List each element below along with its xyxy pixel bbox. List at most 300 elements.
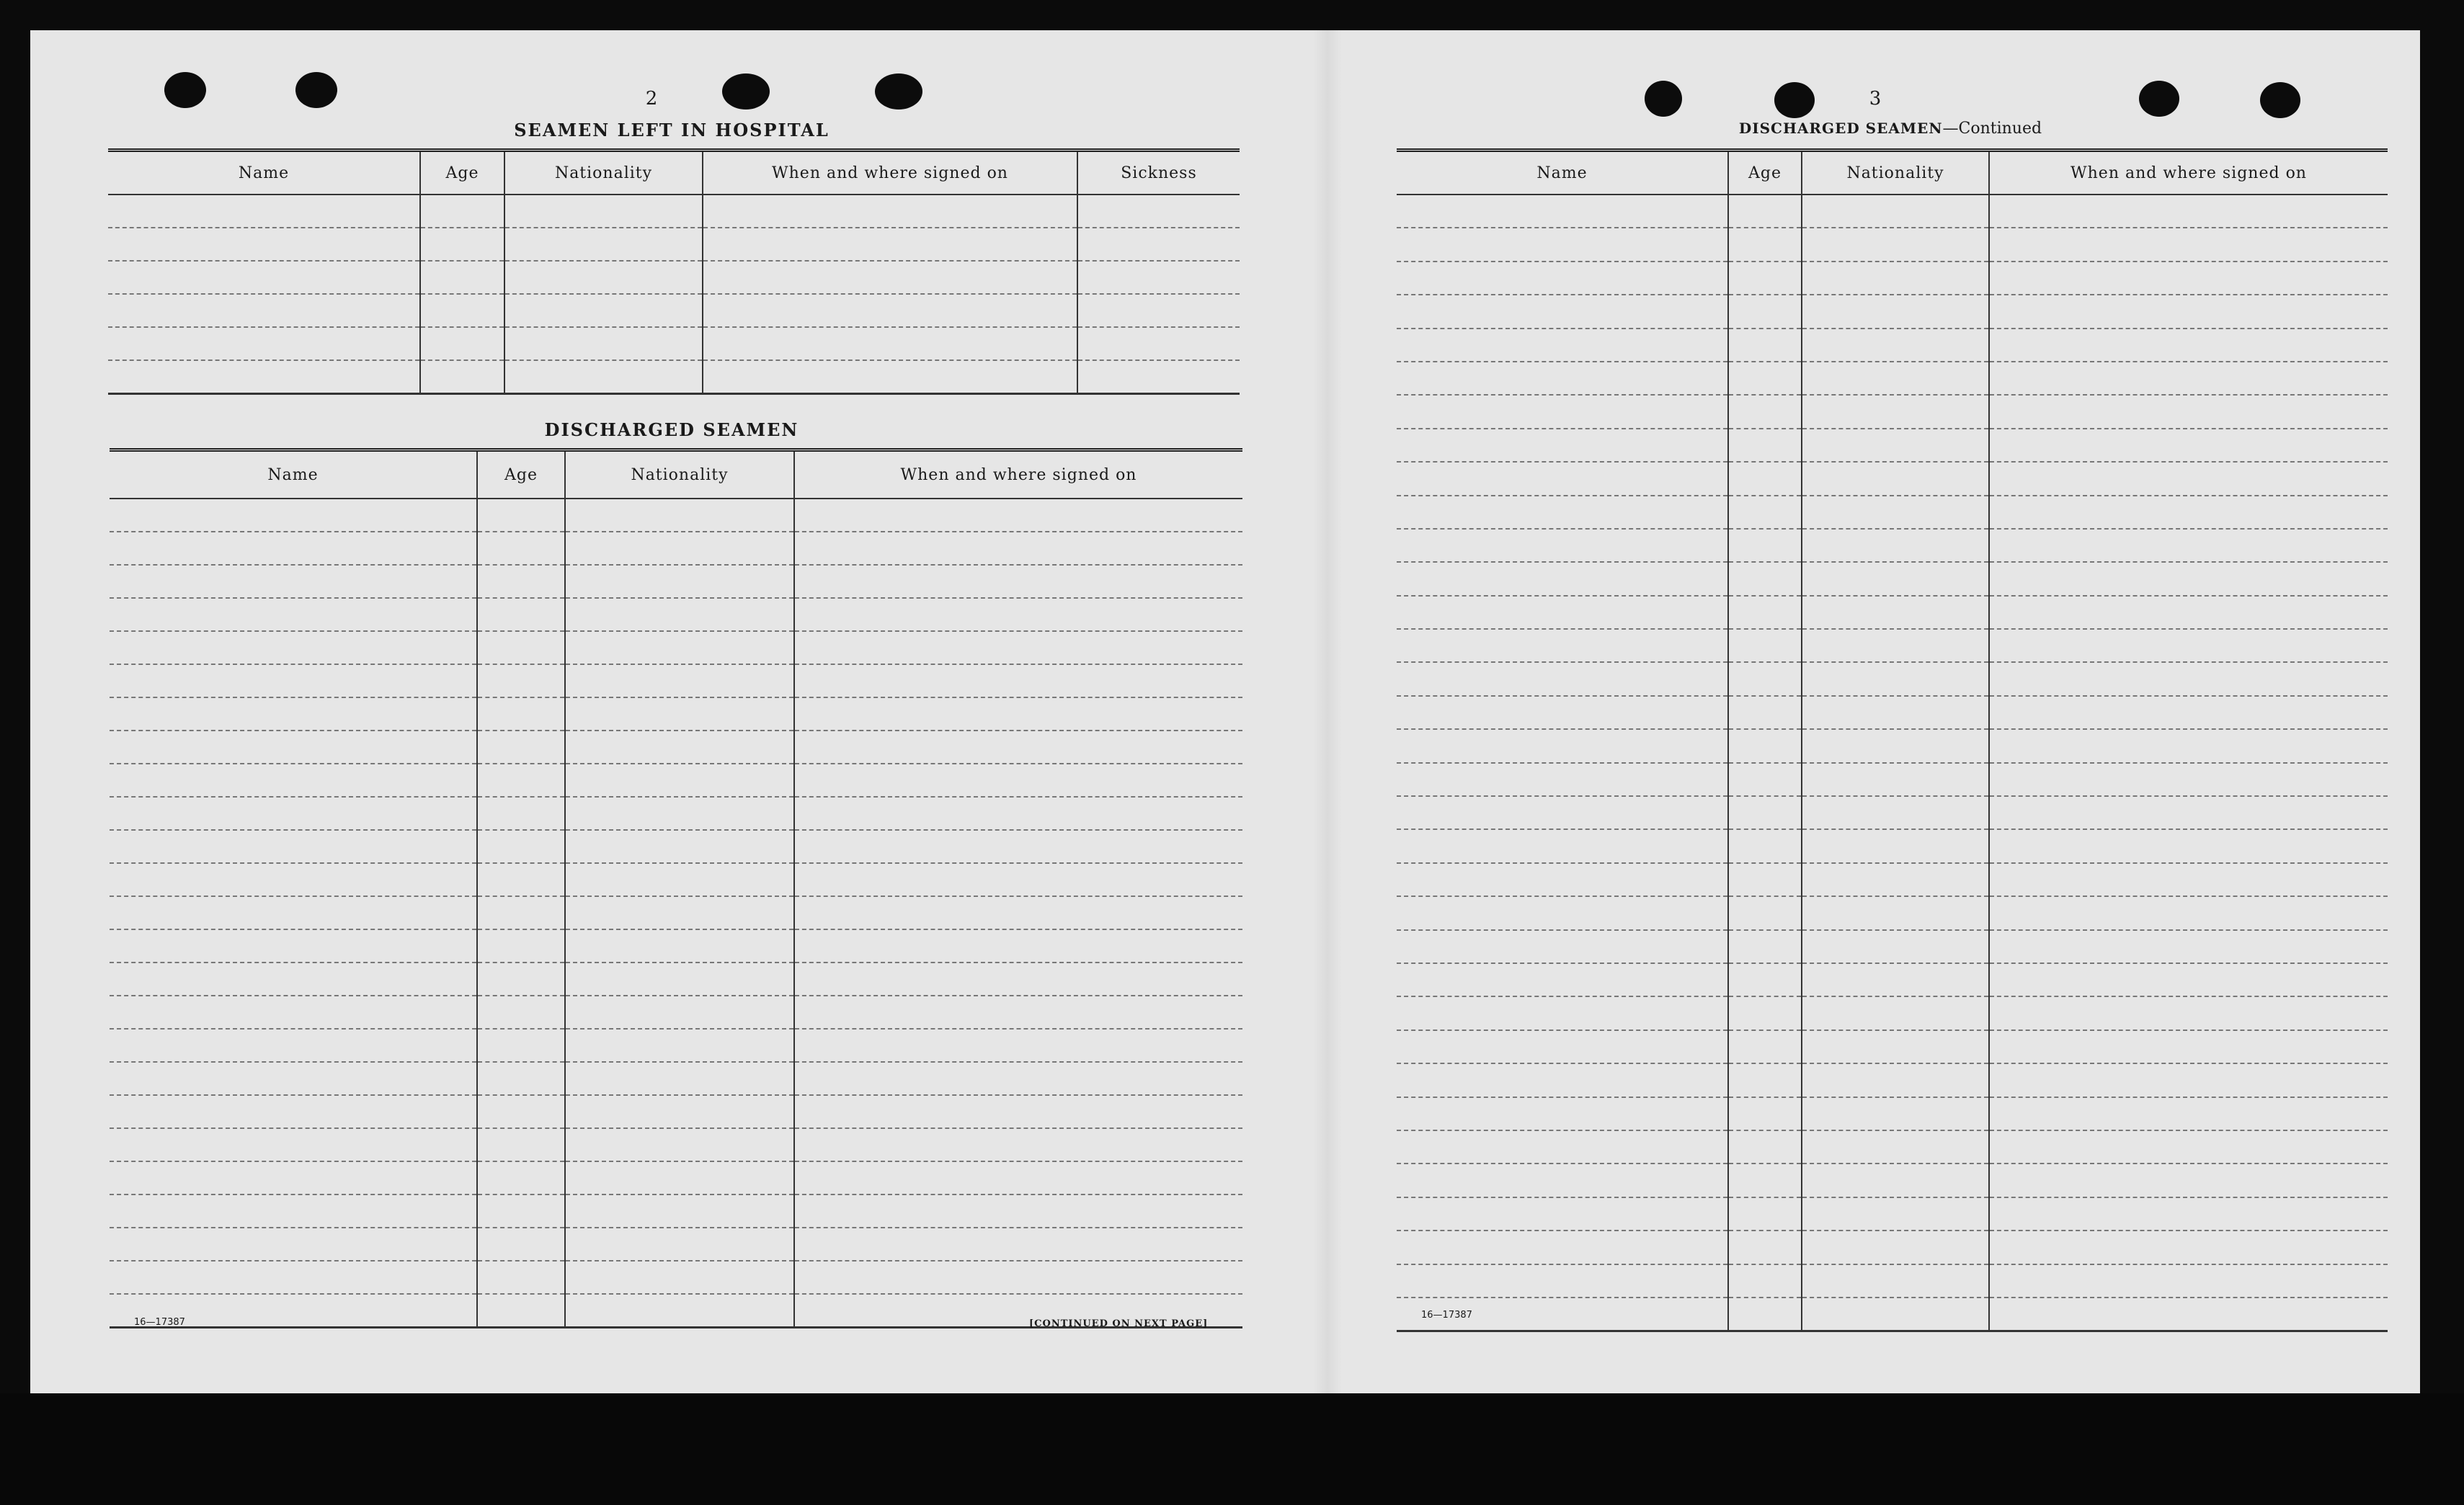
blank-entry-cell[interactable] — [794, 1228, 1242, 1261]
blank-entry-cell[interactable] — [1989, 228, 2388, 261]
blank-entry-cell[interactable] — [794, 929, 1242, 963]
blank-entry-cell[interactable] — [1728, 496, 1802, 529]
blank-entry-cell[interactable] — [703, 195, 1077, 228]
table-row — [1397, 562, 2388, 595]
blank-entry-cell[interactable] — [703, 228, 1077, 261]
blank-entry-cell[interactable] — [794, 697, 1242, 731]
blank-entry-cell[interactable] — [1989, 729, 2388, 762]
blank-entry-cell[interactable] — [1728, 696, 1802, 729]
blank-entry-cell[interactable] — [1989, 1030, 2388, 1063]
blank-entry-cell[interactable] — [1802, 696, 1989, 729]
blank-entry-cell[interactable] — [110, 863, 477, 896]
blank-entry-cell[interactable] — [1728, 295, 1802, 328]
table-row — [1397, 1097, 2388, 1130]
blank-entry-cell[interactable] — [1989, 329, 2388, 362]
blank-entry-cell[interactable] — [1802, 462, 1989, 495]
blank-entry-cell[interactable] — [1802, 596, 1989, 629]
blank-entry-cell[interactable] — [1728, 1231, 1802, 1264]
blank-entry-cell[interactable] — [1728, 1264, 1802, 1298]
blank-entry-cell[interactable] — [1728, 629, 1802, 662]
blank-entry-cell[interactable] — [1802, 195, 1989, 228]
blank-entry-cell[interactable] — [1802, 629, 1989, 662]
blank-entry-cell[interactable] — [794, 565, 1242, 598]
blank-entry-cell[interactable] — [108, 294, 420, 327]
blank-entry-cell[interactable] — [1077, 261, 1240, 294]
blank-entry-cell[interactable] — [794, 598, 1242, 631]
blank-entry-cell[interactable] — [110, 631, 477, 664]
blank-entry-cell[interactable] — [1728, 1197, 1802, 1231]
column-header-signed-on: When and where signed on — [703, 151, 1077, 195]
blank-entry-cell[interactable] — [1802, 1030, 1989, 1063]
blank-entry-cell[interactable] — [1728, 930, 1802, 963]
blank-entry-cell[interactable] — [1989, 829, 2388, 862]
blank-entry-cell[interactable] — [565, 1029, 794, 1062]
blank-entry-cell[interactable] — [1989, 763, 2388, 796]
blank-entry-cell[interactable] — [1728, 429, 1802, 462]
blank-entry-cell[interactable] — [1802, 662, 1989, 695]
blank-entry-cell[interactable] — [794, 797, 1242, 830]
blank-entry-cell[interactable] — [794, 664, 1242, 697]
blank-entry-cell[interactable] — [1397, 462, 1728, 495]
blank-entry-cell[interactable] — [477, 1128, 565, 1161]
blank-entry-cell[interactable] — [1728, 262, 1802, 295]
blank-entry-cell[interactable] — [1802, 562, 1989, 595]
blank-entry-cell[interactable] — [110, 697, 477, 731]
blank-entry-cell[interactable] — [1397, 329, 1728, 362]
blank-entry-cell[interactable] — [1989, 1130, 2388, 1164]
blank-entry-cell[interactable] — [110, 664, 477, 697]
blank-entry-cell[interactable] — [477, 499, 565, 532]
table-row — [1397, 629, 2388, 662]
blank-entry-cell[interactable] — [110, 929, 477, 963]
blank-entry-cell[interactable] — [1728, 462, 1802, 495]
table-row — [1397, 863, 2388, 896]
blank-entry-cell[interactable] — [110, 1194, 477, 1228]
blank-entry-cell[interactable] — [1397, 829, 1728, 862]
blank-entry-cell[interactable] — [1728, 829, 1802, 862]
blank-entry-cell[interactable] — [1989, 1231, 2388, 1264]
blank-entry-cell[interactable] — [110, 1095, 477, 1128]
blank-entry-cell[interactable] — [1728, 1164, 1802, 1197]
blank-entry-cell[interactable] — [1077, 228, 1240, 261]
punch-hole — [875, 73, 922, 110]
blank-entry-cell[interactable] — [1802, 863, 1989, 896]
blank-entry-cell[interactable] — [1397, 1197, 1728, 1231]
blank-entry-cell[interactable] — [1802, 1298, 1989, 1331]
table-row — [1397, 529, 2388, 562]
blank-entry-cell[interactable] — [565, 631, 794, 664]
blank-entry-cell[interactable] — [1728, 362, 1802, 395]
blank-entry-cell[interactable] — [794, 1095, 1242, 1128]
blank-entry-cell[interactable] — [1397, 362, 1728, 395]
blank-entry-cell[interactable] — [1802, 930, 1989, 963]
blank-entry-cell[interactable] — [1802, 496, 1989, 529]
blank-entry-cell[interactable] — [1802, 529, 1989, 562]
blank-entry-cell[interactable] — [1989, 596, 2388, 629]
blank-entry-cell[interactable] — [504, 294, 703, 327]
blank-entry-cell[interactable] — [1397, 996, 1728, 1030]
blank-entry-cell[interactable] — [794, 863, 1242, 896]
blank-entry-cell[interactable] — [1989, 429, 2388, 462]
blank-entry-cell[interactable] — [565, 1194, 794, 1228]
blank-entry-cell[interactable] — [1989, 462, 2388, 495]
blank-entry-cell[interactable] — [565, 1128, 794, 1161]
blank-entry-cell[interactable] — [1989, 1298, 2388, 1331]
blank-entry-cell[interactable] — [1802, 1097, 1989, 1130]
blank-entry-cell[interactable] — [1397, 1231, 1728, 1264]
blank-entry-cell[interactable] — [1802, 1130, 1989, 1164]
punch-hole — [2139, 81, 2179, 117]
blank-entry-cell[interactable] — [565, 963, 794, 996]
table-row — [110, 697, 1242, 731]
blank-entry-cell[interactable] — [477, 731, 565, 764]
column-header-nationality: Nationality — [504, 151, 703, 195]
blank-entry-cell[interactable] — [1802, 1197, 1989, 1231]
blank-entry-cell[interactable] — [1397, 930, 1728, 963]
table-row — [110, 731, 1242, 764]
blank-entry-cell[interactable] — [1728, 1298, 1802, 1331]
blank-entry-cell[interactable] — [565, 830, 794, 863]
blank-entry-cell[interactable] — [1989, 996, 2388, 1030]
blank-entry-cell[interactable] — [1397, 1063, 1728, 1097]
blank-entry-cell[interactable] — [477, 532, 565, 565]
blank-entry-cell[interactable] — [1728, 596, 1802, 629]
table-row — [1397, 1130, 2388, 1164]
blank-entry-cell[interactable] — [794, 996, 1242, 1029]
blank-entry-cell[interactable] — [110, 1062, 477, 1095]
blank-entry-cell[interactable] — [794, 896, 1242, 929]
blank-entry-cell[interactable] — [110, 532, 477, 565]
blank-entry-cell[interactable] — [703, 261, 1077, 294]
blank-entry-cell[interactable] — [420, 360, 504, 394]
blank-entry-cell[interactable] — [1397, 529, 1728, 562]
blank-entry-cell[interactable] — [504, 360, 703, 394]
blank-entry-cell[interactable] — [565, 1161, 794, 1194]
blank-entry-cell[interactable] — [1802, 395, 1989, 428]
blank-entry-cell[interactable] — [504, 228, 703, 261]
blank-entry-cell[interactable] — [1802, 1164, 1989, 1197]
blank-entry-cell[interactable] — [1989, 395, 2388, 428]
blank-entry-cell[interactable] — [565, 1228, 794, 1261]
blank-entry-cell[interactable] — [477, 1095, 565, 1128]
blank-entry-cell[interactable] — [477, 664, 565, 697]
blank-entry-cell[interactable] — [1989, 562, 2388, 595]
page-number-right: 3 — [1869, 88, 1882, 110]
blank-entry-cell[interactable] — [1728, 662, 1802, 695]
blank-entry-cell[interactable] — [794, 731, 1242, 764]
blank-entry-cell[interactable] — [1802, 996, 1989, 1030]
blank-entry-cell[interactable] — [1989, 930, 2388, 963]
blank-entry-cell[interactable] — [477, 896, 565, 929]
table-row — [108, 261, 1240, 294]
blank-entry-cell[interactable] — [110, 1261, 477, 1294]
blank-entry-cell[interactable] — [1728, 996, 1802, 1030]
blank-entry-cell[interactable] — [477, 1062, 565, 1095]
column-header-age: Age — [420, 151, 504, 195]
table-row — [1397, 729, 2388, 762]
blank-entry-cell[interactable] — [1802, 796, 1989, 829]
blank-entry-cell[interactable] — [1989, 362, 2388, 395]
blank-entry-cell[interactable] — [565, 532, 794, 565]
blank-entry-cell[interactable] — [477, 697, 565, 731]
blank-entry-cell[interactable] — [1802, 262, 1989, 295]
blank-entry-cell[interactable] — [1989, 1197, 2388, 1231]
table-row — [1397, 262, 2388, 295]
blank-entry-cell[interactable] — [1728, 863, 1802, 896]
blank-entry-cell[interactable] — [1397, 562, 1728, 595]
blank-entry-cell[interactable] — [110, 764, 477, 797]
blank-entry-cell[interactable] — [1077, 360, 1240, 394]
blank-entry-cell[interactable] — [477, 764, 565, 797]
table-row — [1397, 195, 2388, 228]
blank-entry-cell[interactable] — [477, 631, 565, 664]
blank-entry-cell[interactable] — [477, 1228, 565, 1261]
blank-entry-cell[interactable] — [565, 598, 794, 631]
blank-entry-cell[interactable] — [477, 565, 565, 598]
blank-entry-cell[interactable] — [565, 565, 794, 598]
blank-entry-cell[interactable] — [1802, 295, 1989, 328]
blank-entry-cell[interactable] — [1989, 662, 2388, 695]
continued-note: [CONTINUED ON NEXT PAGE] — [1029, 1318, 1209, 1329]
blank-entry-cell[interactable] — [1728, 1063, 1802, 1097]
blank-entry-cell[interactable] — [108, 195, 420, 228]
table-row — [110, 1128, 1242, 1161]
blank-entry-cell[interactable] — [110, 963, 477, 996]
blank-entry-cell[interactable] — [477, 1194, 565, 1228]
blank-entry-cell[interactable] — [703, 327, 1077, 360]
blank-entry-cell[interactable] — [1728, 1097, 1802, 1130]
blank-entry-cell[interactable] — [1728, 963, 1802, 996]
blank-entry-cell[interactable] — [110, 1128, 477, 1161]
blank-entry-cell[interactable] — [794, 963, 1242, 996]
blank-entry-cell[interactable] — [1728, 228, 1802, 261]
table-row — [1397, 1164, 2388, 1197]
blank-entry-cell[interactable] — [1989, 262, 2388, 295]
blank-entry-cell[interactable] — [1397, 1264, 1728, 1298]
blank-entry-cell[interactable] — [794, 1029, 1242, 1062]
blank-entry-cell[interactable] — [1728, 1130, 1802, 1164]
blank-entry-cell[interactable] — [794, 1161, 1242, 1194]
blank-entry-cell[interactable] — [1397, 295, 1728, 328]
blank-entry-cell[interactable] — [1802, 228, 1989, 261]
blank-entry-cell[interactable] — [477, 1029, 565, 1062]
table-row — [110, 1161, 1242, 1194]
blank-entry-cell[interactable] — [1397, 262, 1728, 295]
blank-entry-cell[interactable] — [1397, 796, 1728, 829]
blank-entry-cell[interactable] — [1802, 896, 1989, 929]
blank-entry-cell[interactable] — [477, 963, 565, 996]
blank-entry-cell[interactable] — [1989, 1164, 2388, 1197]
blank-entry-cell[interactable] — [703, 360, 1077, 394]
blank-entry-cell[interactable] — [1728, 195, 1802, 228]
blank-entry-cell[interactable] — [565, 1062, 794, 1095]
blank-entry-cell[interactable] — [1802, 829, 1989, 862]
blank-entry-cell[interactable] — [565, 1294, 794, 1328]
blank-entry-cell[interactable] — [110, 996, 477, 1029]
blank-entry-cell[interactable] — [420, 327, 504, 360]
blank-entry-cell[interactable] — [110, 1029, 477, 1062]
blank-entry-cell[interactable] — [420, 294, 504, 327]
blank-entry-cell[interactable] — [504, 195, 703, 228]
blank-entry-cell[interactable] — [565, 697, 794, 731]
blank-entry-cell[interactable] — [1077, 195, 1240, 228]
blank-entry-cell[interactable] — [1397, 1164, 1728, 1197]
blank-entry-cell[interactable] — [1989, 1063, 2388, 1097]
table-row — [110, 1062, 1242, 1095]
blank-entry-cell[interactable] — [1989, 863, 2388, 896]
blank-entry-cell[interactable] — [794, 1128, 1242, 1161]
blank-entry-cell[interactable] — [108, 228, 420, 261]
blank-entry-cell[interactable] — [477, 929, 565, 963]
blank-entry-cell[interactable] — [703, 294, 1077, 327]
blank-entry-cell[interactable] — [110, 896, 477, 929]
blank-entry-cell[interactable] — [565, 863, 794, 896]
blank-entry-cell[interactable] — [565, 1095, 794, 1128]
blank-entry-cell[interactable] — [1728, 796, 1802, 829]
blank-entry-cell[interactable] — [1397, 629, 1728, 662]
blank-entry-cell[interactable] — [1989, 295, 2388, 328]
blank-entry-cell[interactable] — [794, 631, 1242, 664]
blank-entry-cell[interactable] — [1397, 1130, 1728, 1164]
blank-entry-cell[interactable] — [1397, 662, 1728, 695]
blank-entry-cell[interactable] — [477, 830, 565, 863]
blank-entry-cell[interactable] — [477, 996, 565, 1029]
blank-entry-cell[interactable] — [420, 228, 504, 261]
hospital-section-title: SEAMEN LEFT IN HOSPITAL — [514, 120, 830, 140]
blank-entry-cell[interactable] — [1397, 963, 1728, 996]
blank-entry-cell[interactable] — [1802, 429, 1989, 462]
blank-entry-cell[interactable] — [477, 1261, 565, 1294]
blank-entry-cell[interactable] — [1989, 629, 2388, 662]
table-row — [110, 565, 1242, 598]
blank-entry-cell[interactable] — [794, 830, 1242, 863]
blank-entry-cell[interactable] — [477, 598, 565, 631]
table-row — [110, 664, 1242, 697]
blank-entry-cell[interactable] — [420, 195, 504, 228]
blank-entry-cell[interactable] — [794, 764, 1242, 797]
blank-entry-cell[interactable] — [1802, 1063, 1989, 1097]
blank-entry-cell[interactable] — [1728, 562, 1802, 595]
blank-entry-cell[interactable] — [1802, 362, 1989, 395]
blank-entry-cell[interactable] — [1397, 496, 1728, 529]
blank-entry-cell[interactable] — [565, 929, 794, 963]
blank-entry-cell[interactable] — [477, 1294, 565, 1328]
blank-entry-cell[interactable] — [1397, 863, 1728, 896]
blank-entry-cell[interactable] — [1989, 963, 2388, 996]
blank-entry-cell[interactable] — [110, 1228, 477, 1261]
punch-hole — [1645, 81, 1682, 117]
table-row — [110, 764, 1242, 797]
table-row — [110, 1194, 1242, 1228]
blank-entry-cell[interactable] — [108, 360, 420, 394]
blank-entry-cell[interactable] — [1989, 696, 2388, 729]
blank-entry-cell[interactable] — [420, 261, 504, 294]
table-row — [110, 963, 1242, 996]
blank-entry-cell[interactable] — [1989, 796, 2388, 829]
blank-entry-cell[interactable] — [110, 598, 477, 631]
blank-entry-cell[interactable] — [504, 327, 703, 360]
blank-entry-cell[interactable] — [1802, 729, 1989, 762]
blank-entry-cell[interactable] — [565, 664, 794, 697]
discharged-continued-title — [1397, 120, 2384, 138]
blank-entry-cell[interactable] — [1397, 395, 1728, 428]
blank-entry-cell[interactable] — [1397, 429, 1728, 462]
blank-entry-cell[interactable] — [1989, 1097, 2388, 1130]
table-row — [1397, 1298, 2388, 1331]
blank-entry-cell[interactable] — [477, 863, 565, 896]
blank-entry-cell[interactable] — [794, 1062, 1242, 1095]
blank-entry-cell[interactable] — [110, 830, 477, 863]
blank-entry-cell[interactable] — [1802, 329, 1989, 362]
blank-entry-cell[interactable] — [1728, 729, 1802, 762]
blank-entry-cell[interactable] — [108, 327, 420, 360]
blank-entry-cell[interactable] — [1989, 1264, 2388, 1298]
blank-entry-cell[interactable] — [1989, 529, 2388, 562]
discharged-continued-title-main: DISCHARGED SEAMEN — [1738, 120, 1943, 137]
blank-entry-cell[interactable] — [1397, 696, 1728, 729]
blank-entry-cell[interactable] — [565, 764, 794, 797]
blank-entry-cell[interactable] — [504, 261, 703, 294]
blank-entry-cell[interactable] — [565, 896, 794, 929]
blank-entry-cell[interactable] — [1989, 195, 2388, 228]
blank-entry-cell[interactable] — [1989, 896, 2388, 929]
blank-entry-cell[interactable] — [1728, 329, 1802, 362]
blank-entry-cell[interactable] — [794, 1261, 1242, 1294]
blank-entry-cell[interactable] — [1397, 195, 1728, 228]
table-row — [110, 631, 1242, 664]
blank-entry-cell[interactable] — [1802, 763, 1989, 796]
blank-entry-cell[interactable] — [110, 797, 477, 830]
blank-entry-cell[interactable] — [477, 797, 565, 830]
blank-entry-cell[interactable] — [565, 499, 794, 532]
blank-entry-cell[interactable] — [1728, 896, 1802, 929]
blank-entry-cell[interactable] — [794, 1194, 1242, 1228]
blank-entry-cell[interactable] — [565, 996, 794, 1029]
blank-entry-cell[interactable] — [565, 731, 794, 764]
blank-entry-cell[interactable] — [794, 532, 1242, 565]
blank-entry-cell[interactable] — [1397, 228, 1728, 261]
blank-entry-cell[interactable] — [108, 261, 420, 294]
blank-entry-cell[interactable] — [1077, 294, 1240, 327]
blank-entry-cell[interactable] — [110, 499, 477, 532]
blank-entry-cell[interactable] — [565, 1261, 794, 1294]
blank-entry-cell[interactable] — [1397, 763, 1728, 796]
blank-entry-cell[interactable] — [1397, 896, 1728, 929]
blank-entry-cell[interactable] — [1802, 1231, 1989, 1264]
column-header-nationality: Nationality — [1802, 151, 1989, 195]
blank-entry-cell[interactable] — [1802, 963, 1989, 996]
blank-entry-cell[interactable] — [1397, 729, 1728, 762]
blank-entry-cell[interactable] — [794, 499, 1242, 532]
blank-entry-cell[interactable] — [110, 565, 477, 598]
blank-entry-cell[interactable] — [1728, 1030, 1802, 1063]
blank-entry-cell[interactable] — [1397, 1097, 1728, 1130]
blank-entry-cell[interactable] — [110, 1161, 477, 1194]
blank-entry-cell[interactable] — [1077, 327, 1240, 360]
blank-entry-cell[interactable] — [1802, 1264, 1989, 1298]
blank-entry-cell[interactable] — [565, 797, 794, 830]
blank-entry-cell[interactable] — [1397, 596, 1728, 629]
blank-entry-cell[interactable] — [110, 731, 477, 764]
blank-entry-cell[interactable] — [1397, 1030, 1728, 1063]
table-row — [1397, 796, 2388, 829]
blank-entry-cell[interactable] — [1728, 395, 1802, 428]
blank-entry-cell[interactable] — [1728, 763, 1802, 796]
blank-entry-cell[interactable] — [1728, 529, 1802, 562]
blank-entry-cell[interactable] — [1989, 496, 2388, 529]
continued-suffix: —Continued — [1942, 120, 2042, 138]
blank-entry-cell[interactable] — [477, 1161, 565, 1194]
